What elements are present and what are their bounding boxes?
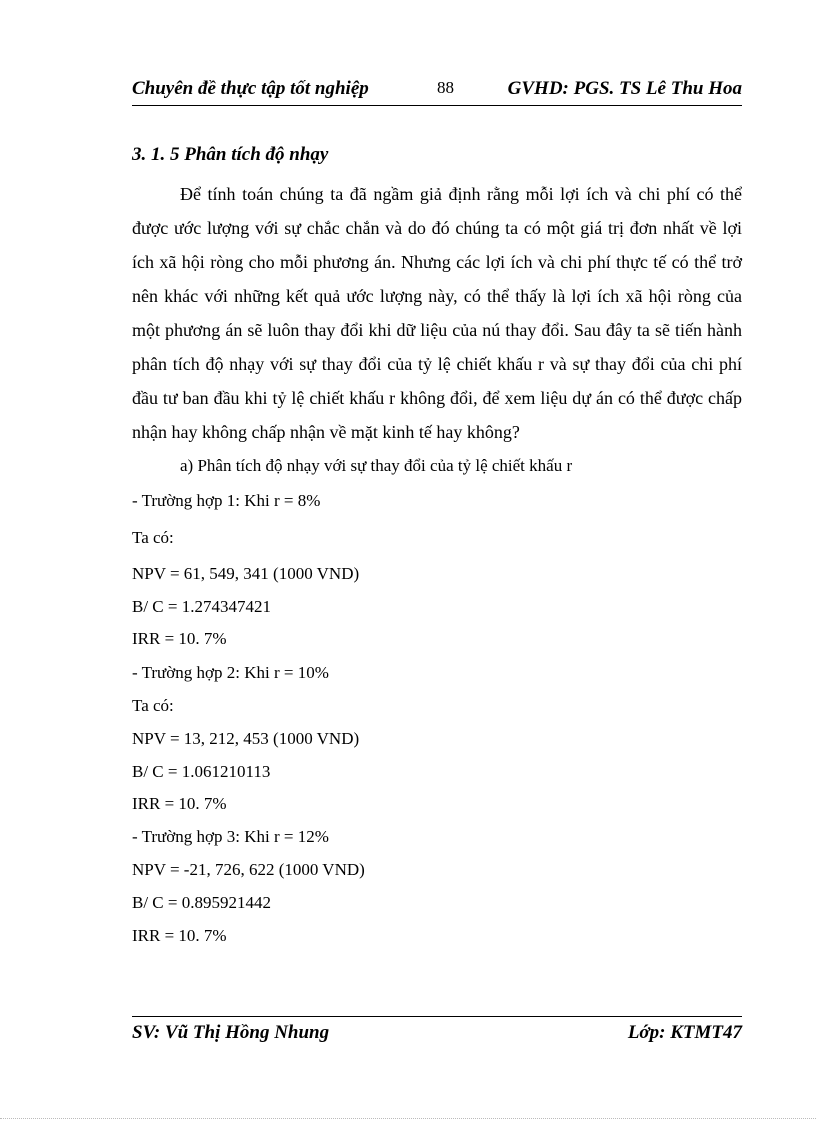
case3-title: - Trường hợp 3: Khi r = 12% xyxy=(132,827,329,846)
case2-irr: IRR = 10. 7% xyxy=(132,794,227,813)
header-divider xyxy=(132,105,742,106)
case3-npv: NPV = -21, 726, 622 (1000 VND) xyxy=(132,860,365,879)
header-title: Chuyên đề thực tập tốt nghiệp xyxy=(132,78,369,99)
footer-class: Lớp: KTMT47 xyxy=(627,1022,742,1043)
case3-bc: B/ C = 0.895921442 xyxy=(132,893,271,912)
case2-bc: B/ C = 1.061210113 xyxy=(132,762,271,781)
case1-bc: B/ C = 1.274347421 xyxy=(132,597,271,616)
section-title: 3. 1. 5 Phân tích độ nhạy xyxy=(132,144,329,165)
body-paragraph: Để tính toán chúng ta đã ngầm giả định rằng mỗi lợi ích và chi phí có thể được ước lượng với sự chắc chắn và do đó chúng ta có một giá trị đơn nhất về lợi ích xã hội ròng cho mỗi phương án. Nhưng các lợi ích và chi phí thực tế có thể trở nên khác với những kết quả ước lượng này, có thể thấy là lợi ích xã hội ròng của một phương án sẽ luôn thay đổi khi dữ liệu của nú thay đổi. Sau đây ta sẽ tiến hành phân tích độ nhạy với sự thay đổi của tỷ lệ chiết khấu r và sự thay đổi của chi phí đầu tư ban đầu khi tỷ lệ chiết khấu r không đổi, để xem liệu dự án có thể được chấp nhận hay không chấp nhận về mặt kinh tế hay không? xyxy=(132,184,742,442)
case1-intro: Ta có: xyxy=(132,528,174,547)
case3-irr: IRR = 10. 7% xyxy=(132,926,227,945)
footer-student: SV: Vũ Thị Hồng Nhung xyxy=(132,1022,330,1043)
header-supervisor: GVHD: PGS. TS Lê Thu Hoa xyxy=(507,78,742,99)
page-edge xyxy=(0,1118,816,1119)
page-header xyxy=(132,78,742,106)
case2-title: - Trường hợp 2: Khi r = 10% xyxy=(132,663,329,682)
case2-intro: Ta có: xyxy=(132,696,174,715)
case1-npv: NPV = 61, 549, 341 (1000 VND) xyxy=(132,564,360,583)
footer-divider xyxy=(132,1016,742,1017)
case1-title: - Trường hợp 1: Khi r = 8% xyxy=(132,491,321,510)
case2-npv: NPV = 13, 212, 453 (1000 VND) xyxy=(132,729,360,748)
page-number: 88 xyxy=(437,78,454,97)
case1-irr: IRR = 10. 7% xyxy=(132,629,227,648)
subheading: a) Phân tích độ nhạy với sự thay đổi của tỷ lệ chiết khấu r xyxy=(180,456,573,475)
